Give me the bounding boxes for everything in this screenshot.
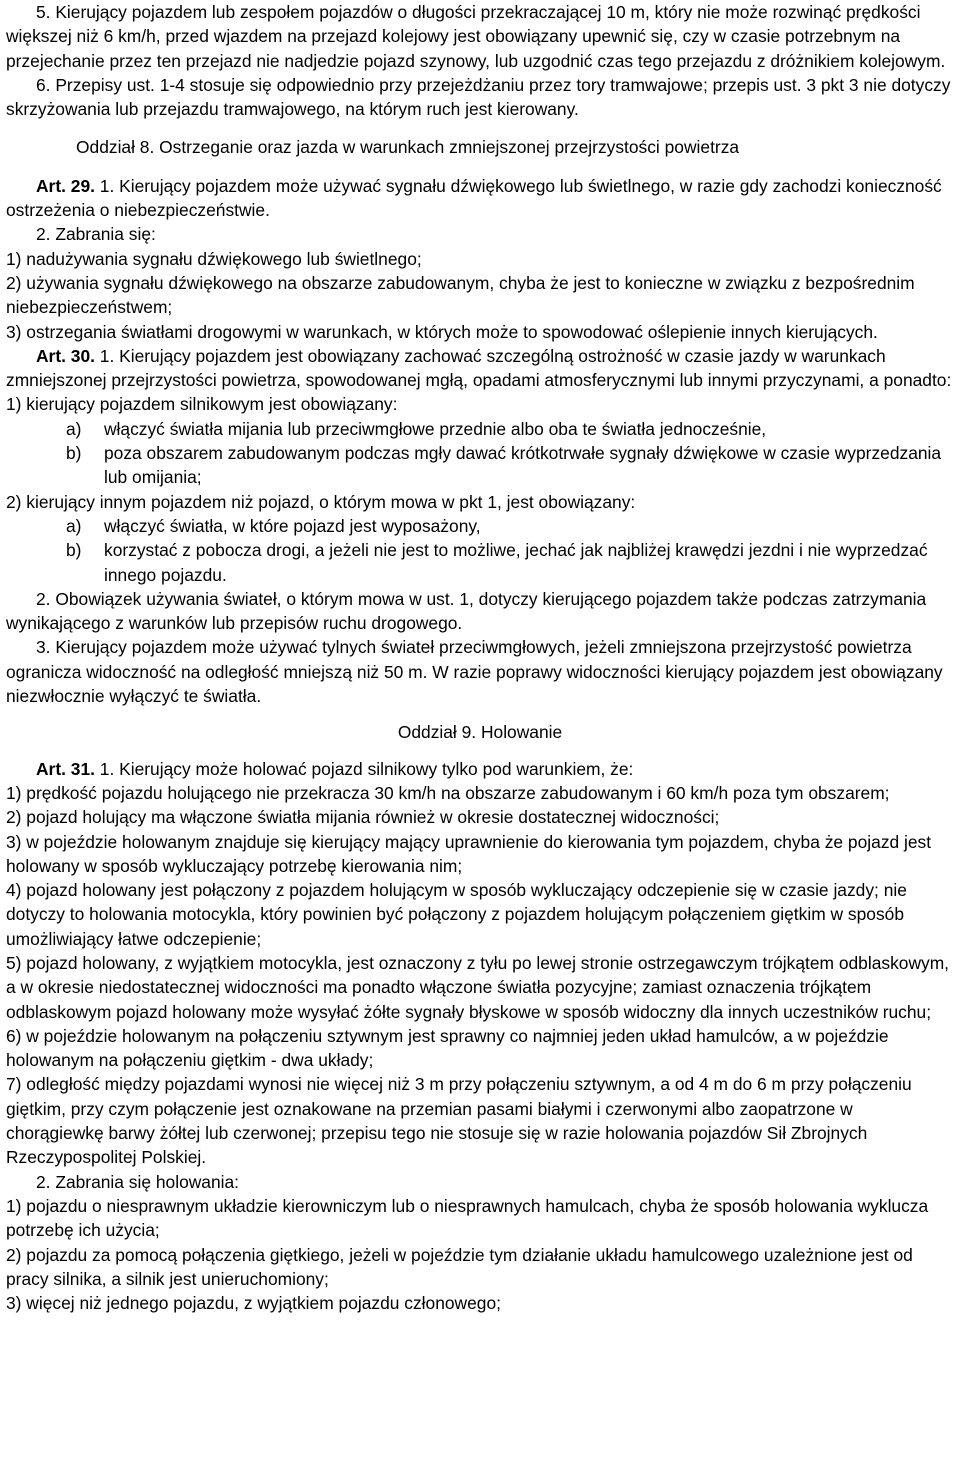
article-31-point-7: 7) odległość między pojazdami wynosi nie więcej niż 3 m przy połączeniu sztywnym, a od 4 m do 6 m przy połączeniu giętkim, przy czym połączenie jest oznakowane na przemian pasami białymi i czerwonymi albo zaopatrzone w chorągiewkę barwy żółtej lub czerwonej; przepisu tego nie stosuje się w razie holowania pojazdów Sił Zbrojnych Rzeczypospolitej Polskiej. — [6, 1074, 912, 1168]
article-31-point-3: 3) w pojeździe holowanym znajduje się kierujący mający uprawnienie do kierowania tym pojazdem, chyba że pojazd jest holowany w sposób wykluczający potrzebę kierowania nim; — [6, 831, 932, 876]
article-30-paragraph-2 — [6, 587, 954, 636]
list-text: włączyć światła mijania lub przeciwmgłowe przednie albo oba te światła jednocześnie, — [104, 418, 767, 439]
list-letter: a) — [66, 515, 82, 536]
article-30-text: 1. Kierujący pojazdem jest obowiązany zachować szczególną ostrożność w czasie jazdy w warunkach zmniejszonej przejrzystości powietrza, spowodowanej mgłą, opadami atmosferycznymi lub innymi przyczynami, a ponadto: — [6, 345, 952, 391]
article-30-point-2: 2) kierujący innym pojazdem niż pojazd, o którym mowa w pkt 1, jest obowiązany: — [6, 491, 636, 512]
article-31-point-6: 6) w pojeździe holowanym na połączeniu sztywnym jest sprawny co najmniej jeden układ hamulców, a w pojeździe holowanym na połączeniu giętkim - dwa układy; — [6, 1025, 889, 1071]
list-text: korzystać z pobocza drogi, a jeżeli nie jest to możliwe, jechać jak najbliżej krawędzi jezdni i nie wyprzedzać innego pojazdu. — [104, 540, 928, 585]
article-31-point-4: 4) pojazd holowany jest połączony z pojazdem holującym w sposób wykluczający odczepienie się w czasie jazdy; nie dotyczy to holowania motocykla, który powinien być połączony z pojazdem holującym połączeniem giętkim w sposób umożliwiający łatwe odczepienie; — [6, 880, 907, 949]
article-31-point-1: 1) prędkość pojazdu holującego nie przekracza 30 km/h na obszarze zabudowanym i 60 km/h poza tym obszarem; — [6, 782, 890, 803]
article-30-label: Art. 30. — [36, 345, 95, 366]
article-31-text: 1. Kierujący może holować pojazd silnikowy tylko pod warunkiem, że: — [94, 758, 634, 779]
article-30-point-1: 1) kierujący pojazdem silnikowym jest obowiązany: — [6, 394, 398, 415]
article-30-point-2a — [6, 514, 954, 538]
article-31-paragraph-2-point-3: 3) więcej niż jednego pojazdu, z wyjątkiem pojazdu członowego; — [6, 1293, 501, 1314]
list-letter: a) — [66, 418, 82, 439]
paragraph-5-text: 5. Kierujący pojazdem lub zespołem pojazdów o długości przekraczającej 10 m, który nie może rozwinąć prędkości większej niż 6 km/h, przed wjazdem na przejazd kolejowy jest obowiązany upewnić się, czy w czasie potrzebnym na przejechanie przez ten przejazd nie nadjedzie pojazd szynowy, lub uzgodnić czas tego przejazdu z dróżnikiem kolejowym. — [6, 2, 946, 71]
article-30-paragraph-1 — [6, 344, 954, 393]
article-30-point-1a — [6, 417, 954, 441]
list-text: włączyć światła, w które pojazd jest wyposażony, — [104, 515, 481, 536]
article-29-text: 1. Kierujący pojazdem może używać sygnału dźwiękowego lub świetlnego, w razie gdy zachodzi konieczność ostrzeżenia o niebezpieczeństwie. — [6, 175, 942, 221]
paragraph-6-text: 6. Przepisy ust. 1-4 stosuje się odpowiednio przy przejeżdżaniu przez tory tramwajowe; przepis ust. 3 pkt 3 nie dotyczy skrzyżowania lub przejazdu tramwajowego, na którym ruch jest kierowany. — [6, 74, 951, 120]
article-29-point-2: 2) używania sygnału dźwiękowego na obszarze zabudowanym, chyba że jest to konieczne w związku z bezpośrednim niebezpieczeństwem; — [6, 272, 915, 318]
paragraph-6 — [6, 73, 954, 122]
article-31-point-2: 2) pojazd holujący ma włączone światła mijania również w okresie dostatecznej widoczności; — [6, 807, 720, 828]
article-31-paragraph-2-point-2: 2) pojazdu za pomocą połączenia giętkiego, jeżeli w pojeździe tym działanie układu hamulcowego uzależnione jest od pracy silnika, a silnik jest unieruchomiony; — [6, 1244, 913, 1289]
paragraph-5 — [6, 0, 954, 73]
article-31-paragraph-1 — [6, 757, 954, 781]
article-31-point-5: 5) pojazd holowany, z wyjątkiem motocykla, jest oznaczony z tyłu po lewej stronie ostrzegawczym trójkątem odblaskowym, a w okresie niedostatecznej widoczności ma ponadto włączone światła pozycyjne; zamiast oznaczenia trójkątem odblaskowym pojazd holowany może wysyłać żółte sygnały błyskowe w sposób widoczny dla innych uczestników ruchu; — [6, 952, 950, 1022]
article-29-point-1: 1) nadużywania sygnału dźwiękowego lub świetlnego; — [6, 248, 422, 269]
article-30-point-1b — [6, 441, 954, 490]
list-letter: b) — [66, 540, 82, 561]
article-30-point-2b — [6, 538, 954, 587]
article-31-paragraph-2: 2. Zabrania się holowania: — [36, 1171, 240, 1192]
list-text: poza obszarem zabudowanym podczas mgły dawać krótkotrwałe sygnały dźwiękowe w czasie wyprzedzania lub omijania; — [104, 443, 942, 488]
article-31-label: Art. 31. — [36, 758, 95, 779]
article-30-paragraph-3: 3. Kierujący pojazdem może używać tylnych świateł przeciwmgłowych, jeżeli zmniejszona przejrzystość powietrza ogranicza widoczność na odległość mniejszą niż 50 m. W razie poprawy widoczności kierujący pojazdem jest obowiązany niezwłocznie wyłączyć te światła. — [6, 637, 943, 707]
article-29-paragraph-1 — [6, 174, 954, 223]
list-letter: b) — [66, 443, 82, 464]
article-30-paragraph-2-text: 2. Obowiązek używania świateł, o którym mowa w ust. 1, dotyczy kierującego pojazdem także podczas zatrzymania wynikającego z warunków lub przepisów ruchu drogowego. — [6, 588, 927, 634]
article-29-paragraph-2: 2. Zabrania się: — [36, 224, 156, 245]
section-heading-oddzial-9: Oddział 9. Holowanie — [397, 722, 563, 743]
article-29-label: Art. 29. — [36, 175, 95, 196]
article-29-point-3: 3) ostrzegania światłami drogowymi w warunkach, w których może to spowodować oślepienie innych kierujących. — [6, 321, 878, 342]
section-heading-oddzial-8: Oddział 8. Ostrzeganie oraz jazda w warunkach zmniejszonej przejrzystości powietrza — [76, 137, 740, 158]
article-31-paragraph-2-point-1: 1) pojazdu o niesprawnym układzie kierowniczym lub o niesprawnych hamulcach, chyba że sposób holowania wyklucza potrzebę ich użycia; — [6, 1195, 929, 1241]
